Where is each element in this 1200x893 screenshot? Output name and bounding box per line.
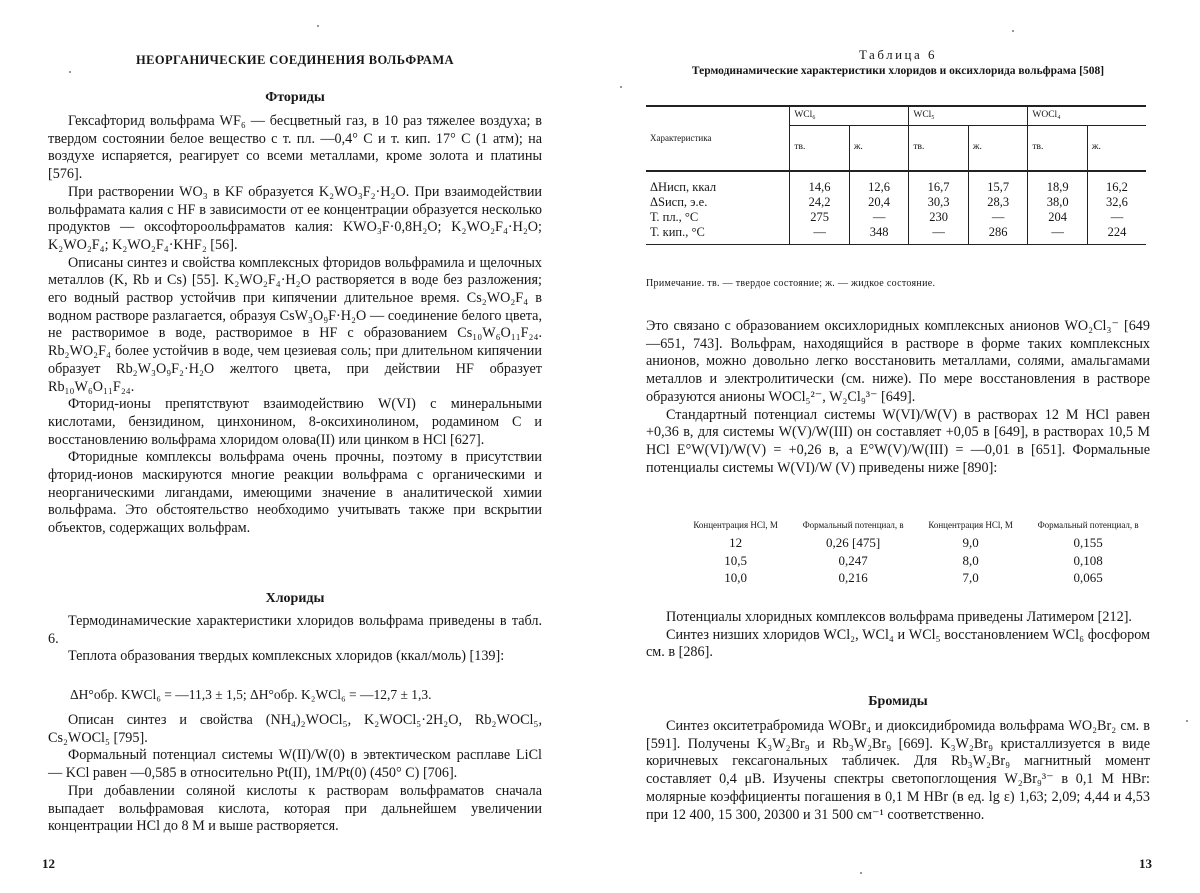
row-label: ΔSисп, э.е. xyxy=(650,194,708,209)
table-cell: 14,6 xyxy=(790,171,850,195)
table-row xyxy=(646,195,1146,210)
table-header-state: тв. xyxy=(1028,125,1088,171)
potentials-table xyxy=(682,519,1152,587)
paragraph: Синтез окситетрабромида WOBr₄ и диоксидибромида вольфрама WO₂Br₂ см. в [591]. Получены K₃W₂Br₉ и Rb₃W₂Br₉ [669]. K₃W₂Br₉ кристаллизуется в виде коричневых гексагональных табличек. Для Rb₃W₂Br₉ магнитный момент составляет 0,4 μB. Изучены спектры светопоглощения W₂Br₉³⁻ в 0,1 M HBr: молярные коэффициенты погашения в 0,1 M HBr (в ед. lg ε) 1,63; 2,09; 4,44 и 4,53 при 12 400, 15 300, 20300 и 31 500 см⁻¹ соответственно. xyxy=(646,718,1150,823)
paragraph: При растворении WO₃ в KF образуется K₂WO₃F₂·H₂O. При взаимодействии вольфрамата калия с HF в зависимости от ее концентрации образуется несколько продуктов — оксофтороольфраматов калия: KWO₃F·0,8H₂O; K₂WO₂F₄·H₂O; K₂WO₂F₄; K₂WO₂F₄·KHF₂ [56]. xyxy=(48,183,542,253)
table-header-state: ж. xyxy=(849,125,909,171)
table-cell: 275 xyxy=(790,210,850,225)
chlorides-text xyxy=(48,712,542,836)
potentials-header: Концентрация HCl, M xyxy=(693,520,778,530)
table-cell: 348 xyxy=(849,225,909,245)
right-page xyxy=(646,0,1150,893)
table-header-state: тв. xyxy=(790,125,850,171)
table-row xyxy=(682,552,1152,570)
table-cell: 0,108 xyxy=(1073,552,1103,568)
paragraph: Это связано с образованием оксихлоридных комплексных анионов WO₂Cl₃⁻ [649—651, 743]. Вольфрам, находящийся в растворе в форме таких комплексных анионов, можно довольно легко восстановить металлами, солями, амальгамами металлов и электролитически (см. ниже). По мере восстановления в растворе образуются анионы WOCl₅²⁻, W₂Cl₉³⁻ [649]. xyxy=(646,318,1150,405)
section-heading-bromides: Бромиды xyxy=(868,694,928,709)
table-cell: 0,155 xyxy=(1073,535,1103,550)
paragraph: Потенциалы хлоридных комплексов вольфрама приведены Латимером [212]. xyxy=(666,609,1132,625)
section-heading-chlorides: Хлориды xyxy=(265,591,325,606)
table-cell: 0,065 xyxy=(1073,570,1103,585)
table-cell: — xyxy=(968,210,1028,225)
table-cell: 0,216 xyxy=(838,570,868,585)
scan-speck xyxy=(620,86,622,88)
scan-speck xyxy=(1012,30,1014,32)
scan-speck xyxy=(1186,720,1188,722)
paragraph: Термодинамические характеристики хлоридов вольфрама приведены в табл. 6. xyxy=(48,613,542,647)
page-number: 13 xyxy=(1139,856,1152,871)
table-cell: 32,6 xyxy=(1087,195,1146,210)
table-row xyxy=(682,569,1152,587)
table-cell: 8,0 xyxy=(962,552,979,568)
table-row xyxy=(682,534,1152,552)
formation-heat-formula: ΔH°обр. KWCl₆ = —11,3 ± 1,5; ΔH°обр. K₂WCl₆ = —12,7 ± 1,3. xyxy=(70,687,432,702)
table-header-wcl5: WCl₅ xyxy=(909,106,1028,125)
table-cell: 10,0 xyxy=(724,570,747,585)
page-number: 12 xyxy=(42,856,55,871)
table-cell: 28,3 xyxy=(968,195,1028,210)
table-cell: 12 xyxy=(729,535,743,550)
left-page xyxy=(42,0,542,893)
table-cell: 0,26 [475] xyxy=(826,535,881,550)
paragraph: Формальный потенциал системы W(II)/W(0) в эвтектическом расплаве LiCl — KCl равен —0,585 в относительно Pt(II), 1M/Pt(0) (450° C) [706]. xyxy=(48,747,542,782)
row-label: ΔHисп, ккал xyxy=(650,179,717,194)
potentials-header: Формальный потенциал, в xyxy=(1037,520,1139,530)
table-cell: — xyxy=(790,225,850,245)
table-cell: 18,9 xyxy=(1028,171,1088,195)
table-cell: 224 xyxy=(1087,225,1146,245)
table-cell: 10,5 xyxy=(724,552,747,568)
table-row xyxy=(646,225,1146,245)
section-heading-fluorides: Фториды xyxy=(265,90,325,105)
table-cell: 204 xyxy=(1028,210,1088,225)
table-header-wcl6: WCl₆ xyxy=(790,106,909,125)
table-cell: 230 xyxy=(909,210,969,225)
table-cell: 7,0 xyxy=(962,570,979,585)
chlorides-continued xyxy=(646,318,1150,477)
paragraph: При добавлении соляной кислоты к растворам вольфраматов сначала выпадает вольфрамовая кислота, которая при дальнейшем увеличении концентрации HCl до 8 M и выше растворяется. xyxy=(48,782,542,835)
table-cell: 16,2 xyxy=(1087,171,1146,195)
table-label: Таблица 6 xyxy=(858,47,938,62)
paragraph: Фторидные комплексы вольфрама очень прочны, поэтому в присутствии фторид-ионов маскируются многие реакции вольфрама с органическими и неорганическими лигандами, имеющими значение в аналитической химии вольфрама. Это обстоятельство необходимо учитывать также при вскрытии объектов, содержащих вольфрам. xyxy=(48,449,542,537)
paragraph: Описан синтез и свойства (NH₄)₂WOCl₅, K₂WOCl₅·2H₂O, Rb₂WOCl₅, Cs₂WOCl₅ [795]. xyxy=(48,712,542,746)
table-header-state: тв. xyxy=(909,125,969,171)
table-cell: — xyxy=(1087,210,1146,225)
table-cell: — xyxy=(1028,225,1088,245)
scan-speck xyxy=(317,25,319,27)
paragraph: Синтез низших хлоридов WCl₂, WCl₄ и WCl₅ восстановлением WCl₆ фосфором см. в [286]. xyxy=(646,626,1150,661)
fluorides-text xyxy=(48,113,542,538)
bromides-text xyxy=(646,718,1150,824)
page-title: НЕОРГАНИЧЕСКИЕ СОЕДИНЕНИЯ ВОЛЬФРАМА xyxy=(136,53,454,67)
potentials-header: Концентрация HCl, M xyxy=(928,520,1013,530)
table-note: Примечание. тв. — твердое состояние; ж. — жидкое состояние. xyxy=(646,278,936,289)
row-label: Т. кип., °С xyxy=(650,224,705,239)
table-header-state: ж. xyxy=(968,125,1028,171)
table-cell: 16,7 xyxy=(909,171,969,195)
chlorides-intro xyxy=(48,613,542,666)
table-cell: 0,247 xyxy=(838,552,868,568)
table-cell: 9,0 xyxy=(962,535,979,550)
table-cell: 38,0 xyxy=(1028,195,1088,210)
paragraph: Фторид-ионы препятствуют взаимодействию W(VI) с минеральными кислотами, бензидином, цинхонином, 8-оксихинолином, родамином С и восстановлению вольфрама хлоридом олова(II) или цинком в HCl [627]. xyxy=(48,396,542,448)
table-cell: 30,3 xyxy=(909,195,969,210)
table-cell: 20,4 xyxy=(849,195,909,210)
potentials-header: Формальный потенциал, в xyxy=(802,520,904,530)
table-header-wocl4: WOCl₄ xyxy=(1028,106,1146,125)
paragraph: Гексафторид вольфрама WF₆ — бесцветный газ, в 10 раз тяжелее воздуха; в твердом состоянии белое вещество с т. пл. —0,4° С и т. кип. 17° С (1 атм); на воздухе испаряется, реагирует со всеми металлами, кроме золота и платины [576]. xyxy=(48,113,542,183)
table-cell: — xyxy=(849,210,909,225)
table-header-state: ж. xyxy=(1087,125,1146,171)
table-cell: — xyxy=(909,225,969,245)
table-cell: 12,6 xyxy=(849,171,909,195)
table-header-characteristic: Характеристика xyxy=(650,132,712,143)
scan-speck xyxy=(69,71,71,73)
scan-speck xyxy=(860,872,862,874)
paragraph: Теплота образования твердых комплексных хлоридов (ккал/моль) [139]: xyxy=(68,648,505,665)
table-cell: 286 xyxy=(968,225,1028,245)
thermo-table xyxy=(646,105,1146,245)
row-label: Т. пл., °С xyxy=(650,209,699,224)
chlorides-end xyxy=(646,609,1150,662)
table-row xyxy=(646,210,1146,225)
paragraph: Описаны синтез и свойства комплексных фторидов вольфрамила и щелочных металлов (K, Rb и Cs) [55]. K₂WO₂F₄·H₂O растворяется в воде без разложения; его водный раствор устойчив при кипячении длительное время. Cs₂WO₂F₄ в водном растворе разлагается, образуя CsW₃O₉F·H₂O — соединение белого цвета, не растворимое в воде, растворимое в HF с образованием Cs₁₀W₆O₁₁F₂₄. Rb₂WO₂F₄ более устойчив в воде, чем цезиевая соль; при длительном кипячении образует Rb₂W₃O₉F₂·H₂O желтого цвета, при действии HF образует Rb₁₀W₆O₁₁F₂₄. xyxy=(48,254,542,395)
table-title: Термодинамические характеристики хлоридов и оксихлорида вольфрама [508] xyxy=(691,65,1105,77)
paragraph: Стандартный потенциал системы W(VI)/W(V) в растворах 12 M HCl равен +0,36 в, для системы W(V)/W(III) он составляет +0,05 в [649], в растворах 10,5 M HCl E°W(VI)/W(V) = +0,26 в, а E°W(V)/W(III) = —0,01 в [651]. Формальные потенциалы системы W(VI)/W (V) приведены ниже [890]: xyxy=(646,406,1150,476)
table-cell: 24,2 xyxy=(790,195,850,210)
table-row xyxy=(646,171,1146,195)
table-cell: 15,7 xyxy=(968,171,1028,195)
